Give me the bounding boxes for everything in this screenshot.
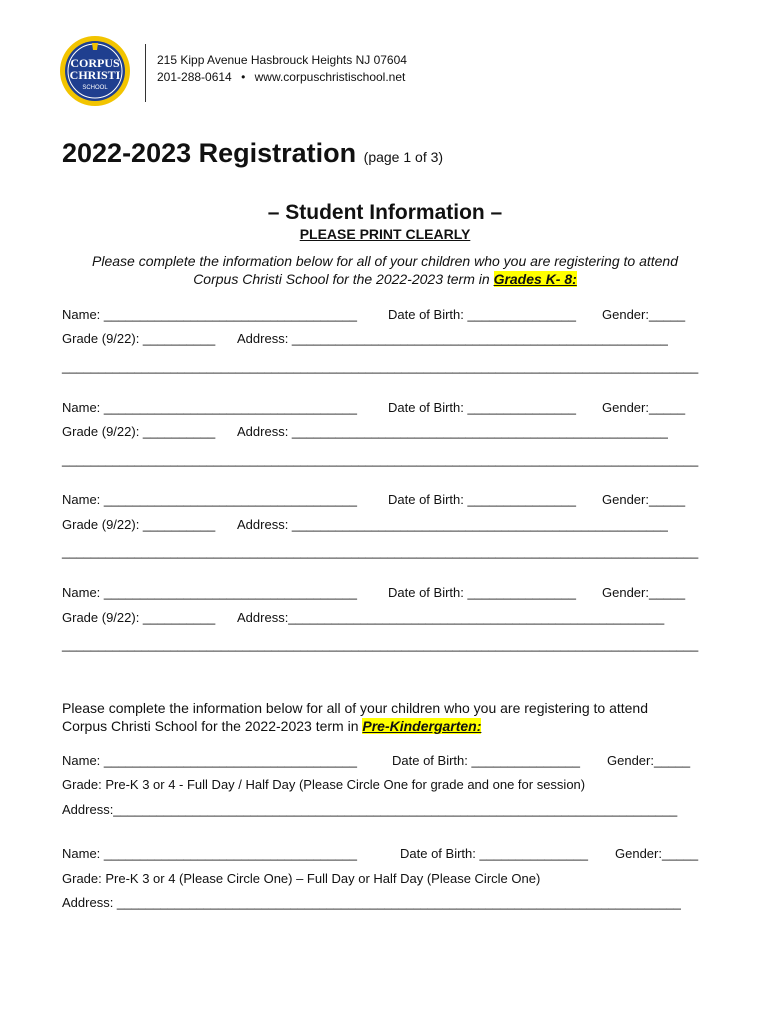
student1-address-field[interactable]: Address: ____________________________________________________ (237, 331, 668, 346)
student3-grade-field[interactable]: Grade (9/22): __________ (62, 517, 216, 532)
phone-number: 201-288-0614 (157, 70, 232, 84)
student4-grade-field[interactable]: Grade (9/22): __________ (62, 610, 216, 625)
prek2-dob-field[interactable]: Date of Birth: _______________ (400, 846, 588, 861)
title-page-note: (page 1 of 3) (363, 149, 444, 165)
student2-gender-field[interactable]: Gender:_____ (602, 400, 686, 415)
prek1-name-field[interactable]: Name: ___________________________________ (62, 753, 357, 768)
website-link[interactable]: www.corpuschristischool.net (254, 70, 406, 84)
prek1-dob-field[interactable]: Date of Birth: _______________ (392, 753, 580, 768)
prek1-grade-line[interactable]: Grade: Pre-K 3 or 4 - Full Day / Half Day (Please Circle One for grade and one for session) (62, 777, 586, 792)
student4-gender-field[interactable]: Gender:_____ (602, 585, 686, 600)
page-title (62, 138, 443, 169)
intro-prek-text: Corpus Christi School for the 2022-2023 term in (62, 718, 363, 734)
prek2-grade-line[interactable]: Grade: Pre-K 3 or 4 (Please Circle One) – Full Day or Half Day (Please Circle One) (62, 871, 541, 886)
intro-k8-line1: Please complete the information below for all of your children who you are registering to attend (92, 253, 678, 269)
student4-name-field[interactable]: Name: ___________________________________ (62, 585, 357, 600)
student4-dob-field[interactable]: Date of Birth: _______________ (388, 585, 576, 600)
intro-prek-line2 (62, 718, 481, 734)
student2-address-line2[interactable]: ________________________________________________________________________________________ (62, 452, 699, 467)
student2-address-field[interactable]: Address: ____________________________________________________ (237, 424, 668, 439)
student4-address-line2[interactable]: ________________________________________________________________________________________ (62, 637, 699, 652)
bullet-separator: • (241, 70, 246, 84)
prek2-name-field[interactable]: Name: ___________________________________ (62, 846, 357, 861)
prek1-address-field[interactable]: Address:______________________________________________________________________________ (62, 802, 678, 817)
intro-k8-text: Corpus Christi School for the 2022-2023 term in (193, 271, 494, 287)
prek2-gender-field[interactable]: Gender:_____ (615, 846, 699, 861)
section-heading: – Student Information – (267, 201, 503, 224)
title-main: 2022-2023 Registration (62, 138, 357, 168)
student4-address-field[interactable]: Address:____________________________________________________ (237, 610, 665, 625)
grades-k8-highlight: Grades K- 8: (493, 271, 577, 287)
student2-name-field[interactable]: Name: ___________________________________ (62, 400, 357, 415)
student1-address-line2[interactable]: ________________________________________________________________________________________ (62, 359, 699, 374)
student2-grade-field[interactable]: Grade (9/22): __________ (62, 424, 216, 439)
logo-line2: CHRISTI (69, 68, 121, 82)
student1-dob-field[interactable]: Date of Birth: _______________ (388, 307, 576, 322)
prek2-address-field[interactable]: Address: ______________________________________________________________________________ (62, 895, 681, 910)
contact-line (157, 70, 405, 84)
student3-address-line2[interactable]: ________________________________________________________________________________________ (62, 544, 699, 559)
print-clearly-note: PLEASE PRINT CLEARLY (299, 226, 471, 242)
header-divider (145, 44, 146, 102)
student3-name-field[interactable]: Name: ___________________________________ (62, 492, 357, 507)
school-logo (59, 35, 131, 107)
school-address: 215 Kipp Avenue Hasbrouck Heights NJ 07604 (157, 53, 407, 67)
logo-line1: CORPUS (70, 56, 120, 70)
prek-highlight: Pre-Kindergarten: (362, 718, 482, 734)
student3-address-field[interactable]: Address: ____________________________________________________ (237, 517, 668, 532)
prek1-gender-field[interactable]: Gender:_____ (607, 753, 691, 768)
intro-k8-line2 (0, 271, 770, 287)
student1-grade-field[interactable]: Grade (9/22): __________ (62, 331, 216, 346)
student1-name-field[interactable]: Name: ___________________________________ (62, 307, 357, 322)
intro-prek-line1: Please complete the information below for all of your children who you are registering to attend (62, 700, 648, 716)
student3-gender-field[interactable]: Gender:_____ (602, 492, 686, 507)
student1-gender-field[interactable]: Gender:_____ (602, 307, 686, 322)
student2-dob-field[interactable]: Date of Birth: _______________ (388, 400, 576, 415)
logo-line3: SCHOOL (82, 85, 108, 91)
student3-dob-field[interactable]: Date of Birth: _______________ (388, 492, 576, 507)
